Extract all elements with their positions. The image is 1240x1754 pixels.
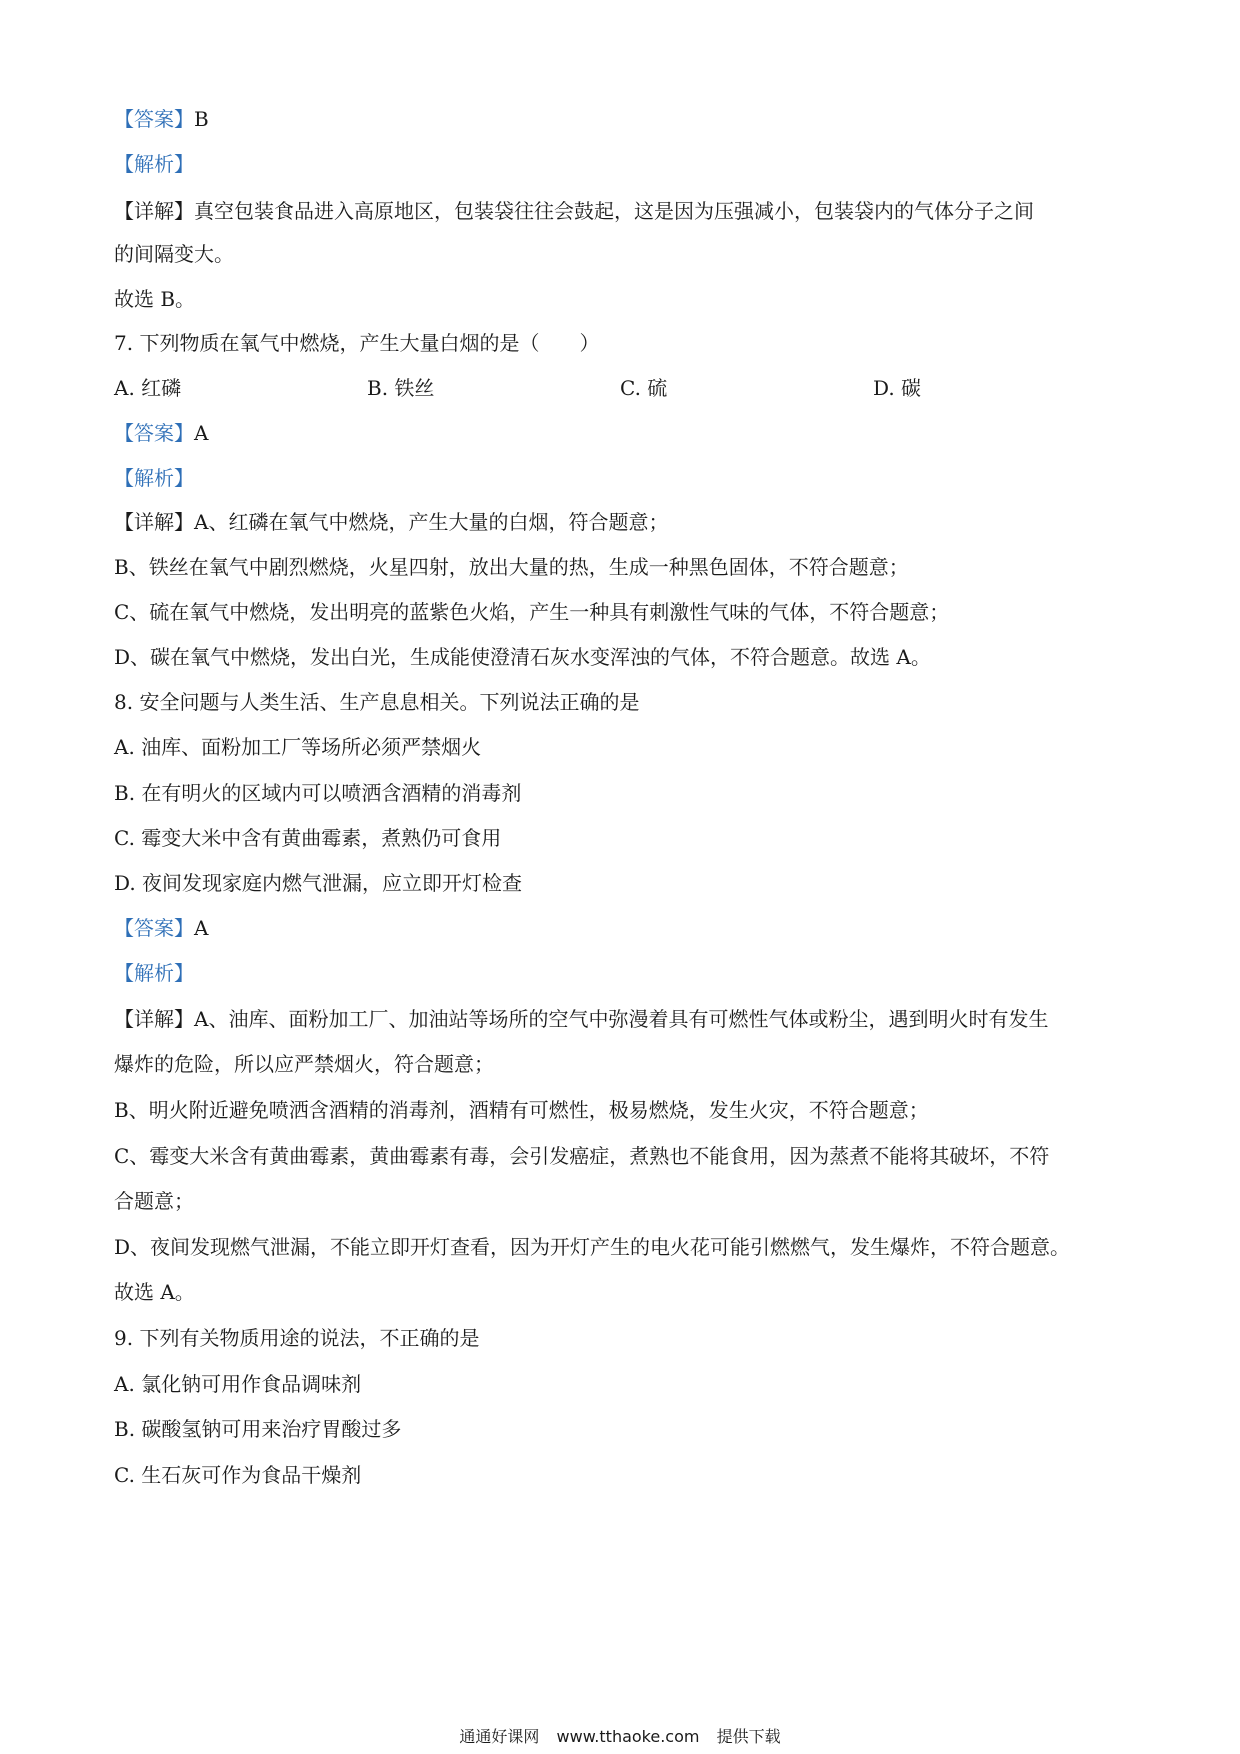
q7-analysis-line (114, 463, 194, 493)
detail-label: 【详解】 (114, 1007, 194, 1031)
q8-option-b: B. 在有明火的区域内可以喷洒含酒精的消毒剂 (114, 781, 522, 805)
q6-analysis-line (114, 149, 194, 179)
footer-site-name: 通通好课网 (459, 1727, 540, 1746)
q7-detail-line-2: B、铁丝在氧气中剧烈燃烧，火星四射，放出大量的热，生成一种黑色固体，不符合题意； (114, 555, 909, 579)
answer-label: 【答案】 (114, 107, 194, 131)
q7-option-b: B. 铁丝 (367, 376, 435, 400)
footer-note: 提供下载 (716, 1727, 781, 1746)
q8-stem: 8. 安全问题与人类生活、生产息息相关。下列说法正确的是 (114, 690, 640, 714)
q8-detail-line-3: B、明火附近避免喷洒含酒精的消毒剂，酒精有可燃性，极易燃烧，发生火灾，不符合题意； (114, 1098, 929, 1122)
q7-detail-line-3: C、硫在氧气中燃烧，发出明亮的蓝紫色火焰，产生一种具有刺激性气味的气体，不符合题意； (114, 600, 950, 624)
page-footer (0, 1726, 1240, 1748)
q6-conclusion: 故选 B。 (114, 287, 196, 311)
q6-detail-line-1 (114, 196, 1034, 226)
q9-stem: 9. 下列有关物质用途的说法，不正确的是 (114, 1326, 480, 1350)
answer-label: 【答案】 (114, 421, 194, 445)
q8-detail-line-4: C、霉变大米含有黄曲霉素，黄曲霉素有毒，会引发癌症，煮熟也不能食用，因为蒸煮不能将其破坏，不符 (114, 1144, 1050, 1168)
q7-option-c: C. 硫 (620, 376, 668, 400)
q7-stem: 7. 下列物质在氧气中燃烧，产生大量白烟的是（ ） (114, 331, 600, 355)
detail-label: 【详解】 (114, 199, 194, 223)
q8-option-c: C. 霉变大米中含有黄曲霉素，煮熟仍可食用 (114, 826, 502, 850)
q8-option-d: D. 夜间发现家庭内燃气泄漏，应立即开灯检查 (114, 871, 523, 895)
q9-option-a: A. 氯化钠可用作食品调味剂 (114, 1372, 362, 1396)
analysis-label: 【解析】 (114, 152, 194, 176)
q8-detail-text: A、油库、面粉加工厂、加油站等场所的空气中弥漫着具有可燃性气体或粉尘，遇到明火时有发生 (194, 1007, 1049, 1031)
q7-detail-text: A、红磷在氧气中燃烧，产生大量的白烟，符合题意； (194, 510, 669, 534)
answer-label: 【答案】 (114, 916, 194, 940)
q7-option-d: D. 碳 (873, 376, 922, 400)
q7-answer: A (194, 421, 209, 445)
q7-detail-line-4: D、碳在氧气中燃烧，发出白光，生成能使澄清石灰水变浑浊的气体，不符合题意。故选 A。 (114, 645, 931, 669)
q8-answer-line (114, 913, 208, 943)
analysis-label: 【解析】 (114, 961, 194, 985)
q7-detail-line-1 (114, 507, 668, 537)
q8-conclusion: 故选 A。 (114, 1280, 195, 1304)
q8-answer: A (194, 916, 209, 940)
q8-detail-line-1 (114, 1004, 1048, 1034)
q6-detail-text: 真空包装食品进入高原地区，包装袋往往会鼓起，这是因为压强减小，包装袋内的气体分子之间 (194, 199, 1034, 223)
q7-option-a: A. 红磷 (114, 376, 182, 400)
q8-detail-line-5: 合题意； (114, 1189, 194, 1213)
q6-answer-line (114, 104, 209, 134)
q9-option-b: B. 碳酸氢钠可用来治疗胃酸过多 (114, 1417, 402, 1441)
q9-option-c: C. 生石灰可作为食品干燥剂 (114, 1463, 362, 1487)
q6-answer: B (194, 107, 209, 131)
q8-detail-line-6: D、夜间发现燃气泄漏，不能立即开灯查看，因为开灯产生的电火花可能引燃燃气，发生爆炸，不符合题意。 (114, 1235, 1071, 1259)
q6-detail-line-2: 的间隔变大。 (114, 242, 234, 266)
footer-url[interactable]: www.tthaoke.com (556, 1727, 700, 1746)
q7-answer-line (114, 418, 208, 448)
analysis-label: 【解析】 (114, 466, 194, 490)
detail-label: 【详解】 (114, 510, 194, 534)
q8-analysis-line (114, 958, 194, 988)
q8-detail-line-2: 爆炸的危险，所以应严禁烟火，符合题意； (114, 1052, 494, 1076)
q8-option-a: A. 油库、面粉加工厂等场所必须严禁烟火 (114, 735, 482, 759)
